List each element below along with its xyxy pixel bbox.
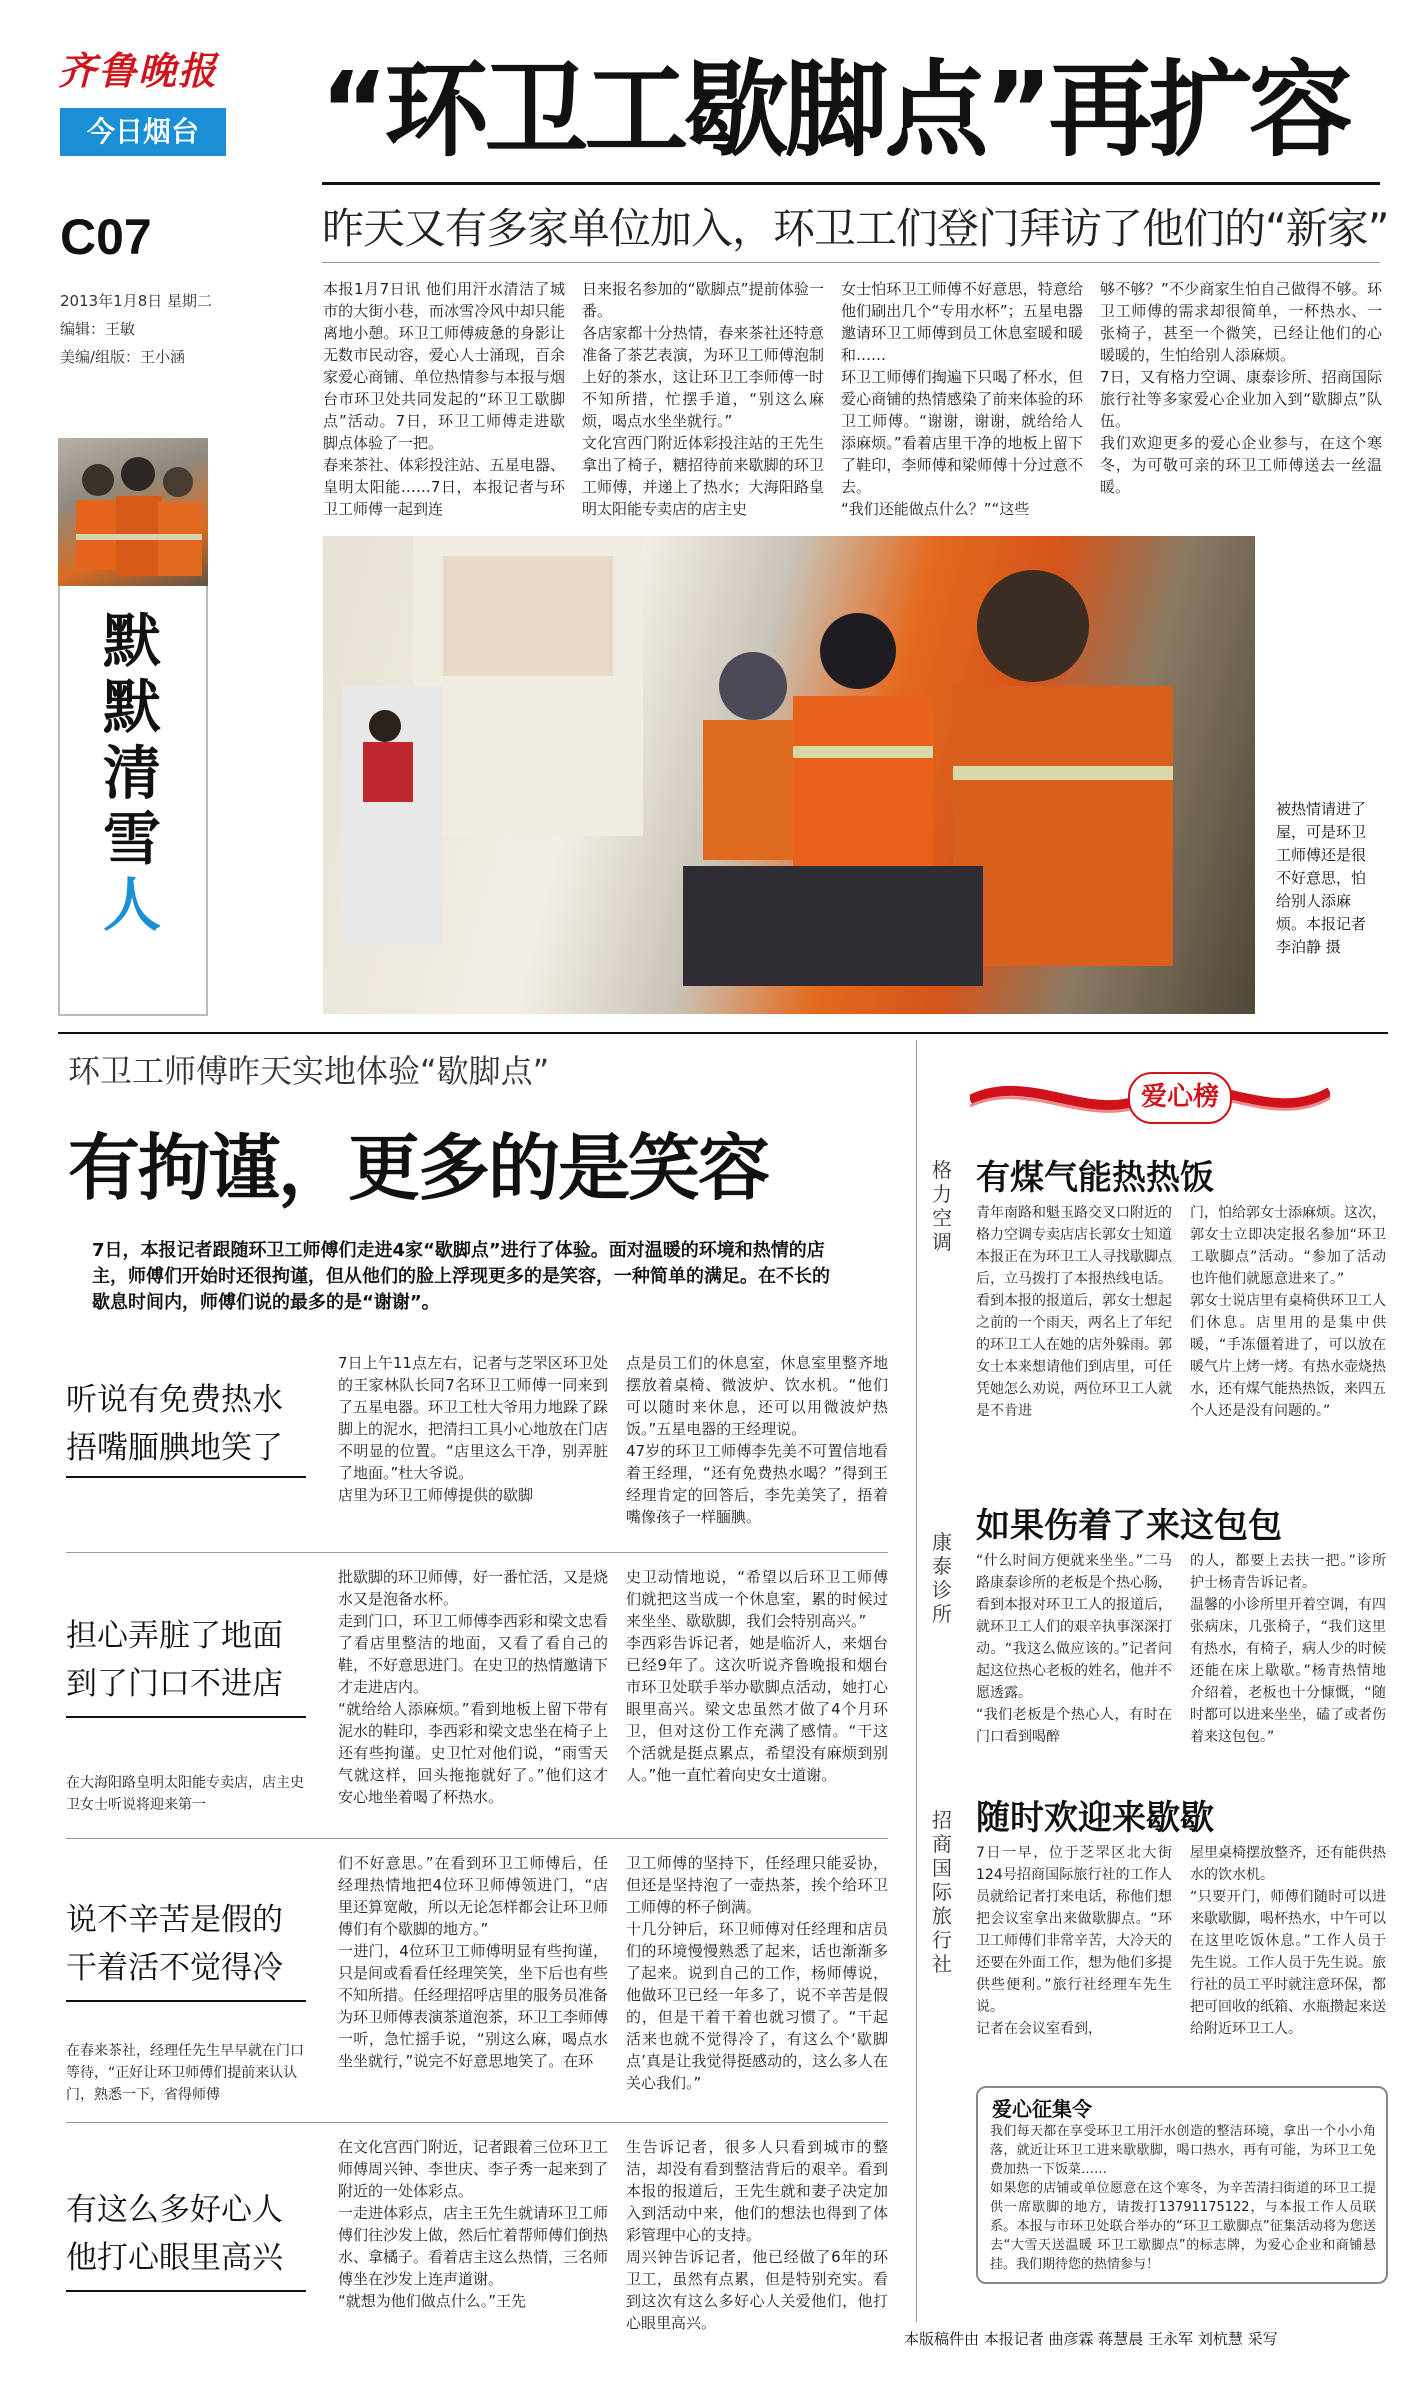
top-story-col4: 够不够？”不少商家生怕自己做得不够。环卫工师傅的需求却很简单，一杯热水、一张椅子，甚至一个微笑，已经让他们的心暖暖的，生怕给别人添麻烦。 7日，又有格力空调、康泰诊所、招商国际旅行社等多家爱心企业加入到“歇脚点”队伍。 我们欢迎更多的爱心企业参与，在这个寒冬，为可敬可亲的环卫工师傅送去一丝温暖。 bbox=[1100, 280, 1382, 496]
workers-group-illustration bbox=[58, 438, 208, 586]
top-story-col2: 日来报名参加的“歇脚点”提前体验一番。 各店家都十分热情，春来茶社还特意准备了茶艺表演，为环卫工师傅泡制上好的茶水，这让环卫工李师傅一时不知所措，忙摆手道，“别这么麻烦，喝点水坐坐就行。” 文化宫西门附近体彩投注站的王先生拿出了椅子，糖招待前来歇脚的环卫工师傅，并递上了热水；大海阳路皇明太阳能专卖店的店主史 bbox=[582, 280, 824, 518]
block2-col2: 史卫动情地说，“希望以后环卫工师傅们就把这当成一个休息室，累的时候过来坐坐、歇歇脚，我们会特别高兴。” 李西彩告诉记者，她是临沂人，来烟台已经9年了。这次听说齐鲁晚报和烟台市环卫处联手举办歇脚点活动，她打心眼里高兴。梁文忠虽然才做了4个月环卫，但对这份工作充满了感情。“干这个活就是挺点累点，希望没有麻烦到别人。”他一直忙着向史女士道谢。 bbox=[626, 1568, 888, 1784]
photo-caption: 被热情请进了屋，可是环卫工师傅还是很不好意思，怕给别人添麻烦。本报记者 李泊静 摄 bbox=[1276, 800, 1367, 956]
vertical-title-char: 默 bbox=[102, 673, 161, 741]
subhead-rule bbox=[66, 2000, 306, 2002]
subhead-block4: 有这么多好心人 他打心眼里高兴 bbox=[66, 2192, 283, 2276]
subhead-block3: 说不辛苦是假的 干着活不觉得冷 bbox=[66, 1902, 283, 1986]
editor-credit: 编辑：王敏 bbox=[60, 320, 136, 338]
block1-col2: 点是员工们的休息室，休息室里整齐地摆放着桌椅、微波炉、饮水机。“他们可以随时来休息，还可以用微波炉热饭。”五星电器的王经理说。 47岁的环卫工师傅李先美不可置信地看着王经理，“还有免费热水喝？”得到王经理肯定的回答后，李先美笑了，捂着嘴像孩子一样腼腆。 bbox=[626, 1354, 888, 1526]
sidebar-vertical-title bbox=[100, 608, 164, 938]
block-divider bbox=[66, 1838, 888, 1839]
main-news-photo bbox=[323, 536, 1255, 1014]
block4-col2: 生告诉记者，很多人只看到城市的整洁，却没有看到整洁背后的艰辛。看到本报的报道后，王先生就和妻子决定加入到活动中来，他们的想法也得到了体彩管理中心的支持。 周兴钟告诉记者，他已经做了6年的环卫工，虽然有点累，但是特别充实。看到这次有这么多好心人关爱他们，他打心眼里高兴。 bbox=[626, 2138, 888, 2332]
aixin-item1-col2: 门，怕给郭女士添麻烦。这次，郭女士立即决定报名参加“环卫工歇脚点”活动。“参加了活动也许他们就愿意进来了。” 郭女士说店里有桌椅供环卫工人们休息。店里用的是集中供暖，“手冻僵着进了，可以放在暖气片上烤一烤。有热水壶烧热水，还有煤气能热热饭，来四五个人还是没有问题的。” bbox=[1190, 1205, 1386, 1419]
aixin-item2-col2: 的人，都要上去扶一把。”诊所护士杨青告诉记者。 温馨的小诊所里开着空调，有四张病床，几张椅子，“我们这里有热水，有椅子，病人少的时候还能在床上歇歇。”杨青热情地介绍着，老板也十分慷慨，“随时都可以进来坐坐，磕了或者伤着来这包包。” bbox=[1190, 1553, 1386, 1745]
story2-kicker: 环卫工师傅昨天实地体验“歇脚点” bbox=[68, 1052, 550, 1090]
page-headline: “环卫工歇脚点”再扩容 bbox=[320, 49, 1349, 171]
block3-intro: 在春来茶社，经理任先生早早就在门口等待，“正好让环卫师傅们提前来认认门，熟悉一下，省得师傅 bbox=[66, 2043, 304, 2103]
subhead-rule bbox=[66, 1476, 306, 1478]
sponsor-label: 康泰诊所 bbox=[932, 1530, 952, 1626]
vertical-title-char: 雪 bbox=[102, 805, 161, 873]
sponsor-label: 格力空调 bbox=[932, 1158, 952, 1254]
top-story-col1: 本报1月7日讯 他们用汗水清洁了城市的大街小巷，而冰雪冷风中却只能离地小憩。环卫工师傅疲惫的身影让无数市民动容，爱心人士涌现，百余家爱心商铺、单位热情参与本报与烟台市环卫处共同发起的“环卫工歇脚点”活动。7日，环卫工师傅走进歇脚点体验了一把。 春来茶社、体彩投注站、五星电器、皇明太阳能……7日，本报记者与环卫工师傅一起到连 bbox=[323, 280, 565, 518]
headline-rule bbox=[322, 182, 1380, 185]
column-divider bbox=[916, 1040, 917, 2322]
sidebar-photo bbox=[58, 438, 208, 586]
notice-title: 爱心征集令 bbox=[992, 2097, 1092, 2121]
subhead-rule bbox=[66, 2290, 306, 2292]
top-divider bbox=[322, 262, 1380, 263]
block2-col1: 批歇脚的环卫师傅，好一番忙活，又是烧水又是泡备水杯。 走到门口，环卫工师傅李西彩和梁文忠看了看店里整洁的地面，又看了看自己的鞋，不好意思进门。在史卫的热情邀请下才走进店内。 “就给给人添麻烦。”看到地板上留下带有泥水的鞋印，李西彩和梁文忠坐在椅子上还有些拘谨。史卫忙对他们说，“雨雪天气就这样，回头拖拖就好了。”他们这才安心地坐着喝了杯热水。 bbox=[338, 1568, 608, 1806]
top-story-col3: 女士怕环卫工师傅不好意思，特意给他们刷出几个“专用水杯”；五星电器邀请环卫工师傅到员工休息室暖和暖和…… 环卫工师傅们掏遍下只喝了杯水，但爱心商铺的热情感染了前来体验的环卫工师傅。“谢谢，谢谢，就给给人添麻烦。”看着店里干净的地板上留下了鞋印，李师傅和梁师傅十分过意不去。 “我们还能做点什么？”“这些 bbox=[841, 280, 1083, 518]
aixin-item-head: 随时欢迎来歇歇 bbox=[976, 1798, 1214, 1838]
designer-credit: 美编/组版：王小涵 bbox=[60, 348, 186, 366]
aixin-item3-col1: 7日一早，位于芝罘区北大街124号招商国际旅行社的工作人员就给记者打来电话，称他们想把会议室拿出来做歇脚点。“环卫工师傅们非常辛苦，大冷天的还要在外面工作，想为他们多提供些便利。”旅行社经理车先生说。 记者在会议室看到， bbox=[976, 1845, 1172, 2037]
aixin-item2-col1: “什么时间方便就来坐坐。”二马路康泰诊所的老板是个热心肠，看到本报对环卫工人的报道后，就环卫工人们的艰辛执事深深打动。“我这么做应该的。”记者问起这位热心老板的姓名，他并不愿透露。 “我们老板是个热心人，有时在门口看到喝醉 bbox=[976, 1553, 1172, 1745]
vertical-title-char: 人 bbox=[102, 871, 161, 939]
vertical-title-char: 清 bbox=[102, 739, 161, 807]
subhead-rule bbox=[66, 1716, 306, 1718]
aixin-item1-col1: 青年南路和魁玉路交叉口附近的格力空调专卖店店长郭女士知道本报正在为环卫工人寻找歇脚点后，立马拨打了本报热线电话。 看到本报的报道后，郭女士想起之前的一个雨天，两名上了年纪的环卫工人在她的店外躲雨。郭女士本来想请他们到店里，可任凭她怎么劝说，两位环卫工人就是不肯进 bbox=[976, 1205, 1172, 1419]
vertical-title-char: 默 bbox=[102, 607, 161, 675]
block2-intro: 在大海阳路皇明太阳能专卖店，店主史卫女士听说将迎来第一 bbox=[66, 1775, 304, 1813]
aixin-item3-col2: 屋里桌椅摆放整齐，还有能供热水的饮水机。 “只要开门，师傅们随时可以进来歇歇脚，喝杯热水，中午可以在这里吃饭休息。”工作人员于先生说。工作人员于先生说。旅行社的员工平时就注意环保，都把可回收的纸箱、水瓶攒起来送给附近环卫工人。 bbox=[1190, 1845, 1386, 2037]
aixin-badge: 爱心榜 bbox=[1128, 1072, 1232, 1124]
page-subhead: 昨天又有多家单位加入，环卫工们登门拜访了他们的“新家” bbox=[322, 204, 1389, 253]
block4-col1: 在文化宫西门附近，记者跟着三位环卫工师傅周兴钟、李世庆、李子秀一起来到了附近的一处体彩点。 一走进体彩点，店主王先生就请环卫工师傅们往沙发上做，然后忙着帮师傅们倒热水、拿橘子。看着店主这么热情，三名师傅坐在沙发上连声道谢。 “就想为他们做点什么。”王先 bbox=[338, 2138, 608, 2310]
story2-lead: 7日，本报记者跟随环卫工师傅们走进4家“歇脚点”进行了体验。面对温暖的环境和热情的店主，师傅们开始时还很拘谨，但从他们的脸上浮现更多的是笑容，一种简单的满足。在不长的歇息时间内，师傅们说的最多的是“谢谢”。 bbox=[92, 1240, 830, 1313]
section-divider bbox=[58, 1032, 1388, 1034]
subhead-block2: 担心弄脏了地面 到了门口不进店 bbox=[66, 1618, 283, 1702]
block-divider bbox=[66, 2122, 888, 2123]
block3-col2: 卫工师傅的坚持下，任经理只能妥协，但还是坚持泡了一壶热茶，挨个给环卫工师傅的杯子倒满。 十几分钟后，环卫师傅对任经理和店员们的环境慢慢熟悉了起来，话也渐渐多了起来。说到自己的工作，杨师傅说，他做环卫已经一年多了，说不辛苦是假的，但是干着干着也就习惯了。“干起活来也就不觉得冷了，有这么个‘歇脚点’真是让我觉得挺感动的，这么多人在关心我们。” bbox=[626, 1854, 888, 2092]
notice-text: 我们每天都在享受环卫工用汗水创造的整洁环境，拿出一个小小角落，就近让环卫工进来歇歇脚，喝口热水，再有可能，为环卫工免费加热一下饭菜…… 如果您的店铺或单位愿意在这个寒冬，为辛苦清扫街道的环卫工提供一席歇脚的地方，请拨打13791175122，与本报工作人员联系。本报与市环卫处联合举办的“环卫工歇脚点”征集活动将为您送去“大雪天送温暖 环卫工歇脚点”的标志牌，为爱心企业和商铺悬挂。我们期待您的热情参与！ bbox=[990, 2124, 1376, 2272]
aixin-item-head: 如果伤着了来这包包 bbox=[976, 1506, 1282, 1546]
issue-date: 2013年1月8日 星期二 bbox=[60, 292, 213, 310]
workers-resting-illustration bbox=[323, 536, 1255, 1014]
section-tag: 今日烟台 bbox=[60, 108, 226, 156]
block1-col1: 7日上午11点左右，记者与芝罘区环卫处的王家林队长同7名环卫工师傅一同来到了五星电器。环卫工杜大爷用力地跺了跺脚上的泥水，把清扫工具小心地放在门店不明显的位置。“店里这么干净，别弄脏了地面。”杜大爷说。 店里为环卫工师傅提供的歇脚 bbox=[338, 1354, 608, 1504]
aixin-item-head: 有煤气能热热饭 bbox=[976, 1158, 1214, 1198]
page-number: C07 bbox=[60, 209, 152, 265]
block-divider bbox=[66, 1552, 888, 1553]
sponsor-label: 招商国际旅行社 bbox=[932, 1808, 952, 1976]
masthead-logo: 齐鲁晚报 bbox=[58, 48, 219, 93]
subhead-block1: 听说有免费热水 捂嘴腼腆地笑了 bbox=[66, 1382, 283, 1466]
block3-col1: 们不好意思。”在看到环卫工师傅后，任经理热情地把4位环卫师傅领进门，“店里还算宽敞，所以无论怎样都会让环卫师傅们有个歇脚的地方。” 一进门，4位环卫工师傅明显有些拘谨，只是间或看看任经理笑笑，坐下后也有些不知所措。任经理招呼店里的服务员准备为环卫师傅表演茶道泡茶，环卫工李师傅一听，急忙摇手说，“别这么麻，喝点水坐坐就行，”说完不好意思地笑了。在环 bbox=[338, 1854, 608, 2070]
footer-credit: 本版稿件由 本报记者 曲彦霖 蒋慧晨 王永军 刘杭慧 采写 bbox=[904, 2330, 1278, 2348]
story2-headline: 有拘谨，更多的是笑容 bbox=[68, 1126, 769, 1210]
